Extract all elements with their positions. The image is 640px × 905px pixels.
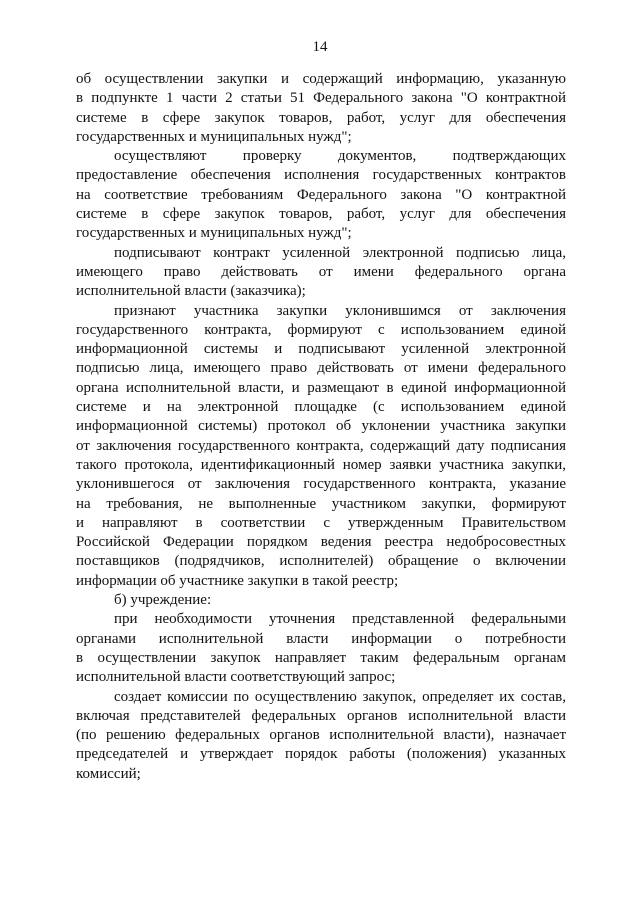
text-line: при необходимости уточнения представленной федеральными bbox=[114, 611, 566, 628]
text-line: б) учреждение: bbox=[114, 592, 212, 609]
text-line: осуществляют проверку документов, подтверждающих bbox=[114, 148, 566, 165]
body-text bbox=[76, 70, 566, 784]
text-line: органа исполнительной власти, и размещают в единой информационной bbox=[76, 379, 566, 396]
text-line: Российской Федерации порядком ведения реестра недобросовестных bbox=[76, 534, 566, 551]
text-line: государственного контракта, формируют с использованием единой bbox=[76, 321, 566, 338]
text-line: председателей и утверждает порядок работы (положения) указанных bbox=[76, 746, 566, 763]
text-line: на соответствие требованиям Федерального закона "О контрактной bbox=[76, 186, 566, 203]
text-line: об осуществлении закупки и содержащий информацию, указанную bbox=[76, 71, 566, 87]
text-line: поставщиков (подрядчиков, исполнителей) обращение о включении bbox=[76, 553, 566, 570]
text-line: подписывают контракт усиленной электронной подписью лица, bbox=[114, 244, 566, 261]
text-line: системе в сфере закупок товаров, работ, услуг для обеспечения bbox=[76, 206, 566, 223]
text-line: (по решению федеральных органов исполнительной власти), назначает bbox=[76, 727, 566, 744]
text-line: в подпункте 1 части 2 статьи 51 Федерального закона "О контрактной bbox=[76, 90, 566, 107]
text-line: уклонившегося от заключения государственного контракта, указание bbox=[76, 476, 566, 493]
text-line: подписью лица, имеющего право действовать от имени федерального bbox=[76, 360, 566, 377]
text-line: создает комиссии по осуществлению закупок, определяет их состав, bbox=[114, 688, 566, 705]
text-line: предоставление обеспечения исполнения государственных контрактов bbox=[76, 167, 566, 184]
text-line: системе в сфере закупок товаров, работ, услуг для обеспечения bbox=[76, 109, 566, 126]
text-line: на требования, не выполненные участником закупки, формируют bbox=[76, 495, 566, 512]
text-line: имеющего право действовать от имени федерального органа bbox=[76, 263, 566, 280]
text-line: включая представителей федеральных органов исполнительной власти bbox=[76, 707, 566, 724]
text-line: информационной системы) протокол об уклонении участника закупки bbox=[76, 418, 566, 435]
text-line: информации об участнике закупки в такой реестр; bbox=[76, 572, 399, 589]
text-line: в осуществлении закупок направляет таким федеральным органам bbox=[76, 649, 566, 666]
text-line: и направляют в соответствии с утвержденным Правительством bbox=[76, 514, 566, 531]
text-line: органами исполнительной власти информации о потребности bbox=[76, 630, 566, 647]
text-line: государственных и муниципальных нужд"; bbox=[76, 128, 352, 145]
text-line: информационной системы и подписывают усиленной электронной bbox=[76, 341, 566, 358]
text-line: исполнительной власти соответствующий запрос; bbox=[76, 669, 396, 686]
text-line: системе и на электронной площадке (с использованием единой bbox=[76, 399, 566, 416]
text-line: от заключения государственного контракта, содержащий дату подписания bbox=[76, 437, 566, 454]
page-number: 14 bbox=[312, 39, 328, 55]
text-line: государственных и муниципальных нужд"; bbox=[76, 225, 352, 242]
text-line: комиссий; bbox=[76, 765, 141, 782]
text-line: исполнительной власти (заказчика); bbox=[76, 283, 306, 300]
text-line: такого протокола, идентификационный номер заявки участника закупки, bbox=[76, 456, 566, 473]
text-line: признают участника закупки уклонившимся от заключения bbox=[114, 302, 566, 319]
